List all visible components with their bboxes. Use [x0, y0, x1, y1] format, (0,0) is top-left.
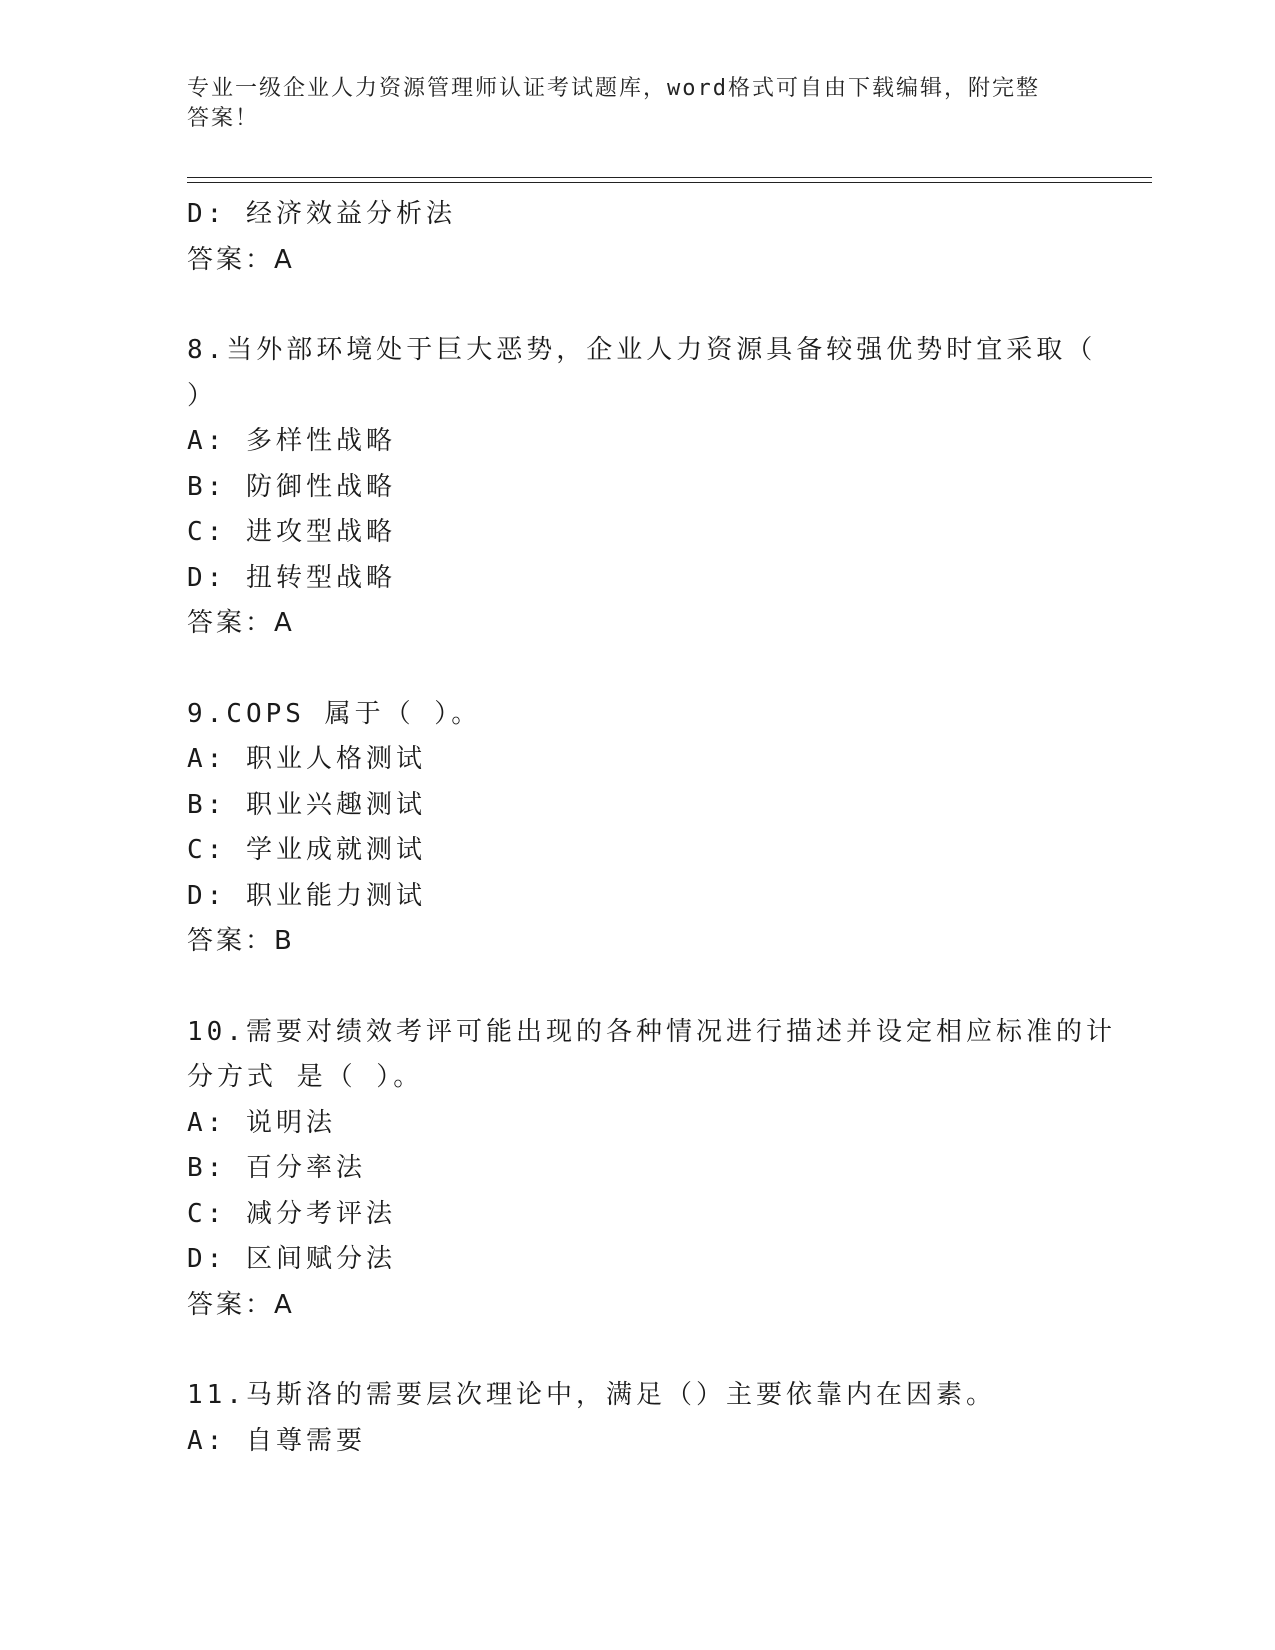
- question-8-option-d: D: 扭转型战略: [187, 562, 396, 593]
- question-9-option-d: D: 职业能力测试: [187, 880, 426, 911]
- prev-option-d: D: 经济效益分析法: [187, 199, 456, 229]
- question-8-text-line-1: 8.当外部环境处于巨大恶势，企业人力资源具备较强优势时宜采取（: [187, 335, 1097, 365]
- question-8-text-line-2: ）: [187, 380, 218, 411]
- header-divider-top: [187, 177, 1152, 178]
- question-10-option-c: C: 减分考评法: [187, 1198, 396, 1229]
- question-9-option-a: A: 职业人格测试: [187, 744, 426, 774]
- question-10-text-line-2: 分方式 是（ ）。: [187, 1062, 424, 1092]
- spacer: [187, 647, 1087, 692]
- question-10-text-line-1: 10.需要对绩效考评可能出现的各种情况进行描述并设定相应标准的计: [187, 1016, 1116, 1047]
- question-10-option-b: B: 百分率法: [187, 1153, 366, 1183]
- prev-answer: 答案：A: [187, 244, 295, 275]
- header-line-1: 专业一级企业人力资源管理师认证考试题库，word格式可自由下载编辑，附完整: [187, 76, 1040, 101]
- question-10: [187, 1010, 1116, 1329]
- question-10-answer: 答案：A: [187, 1289, 295, 1320]
- question-8-answer: 答案：A: [187, 608, 295, 638]
- question-11-text: 11.马斯洛的需要层次理论中，满足（）主要依靠内在因素。: [187, 1380, 996, 1410]
- question-10-option-a: A: 说明法: [187, 1107, 336, 1138]
- header-line-2: 答案！: [187, 106, 260, 131]
- page-header: [187, 74, 1087, 134]
- question-10-option-d: D: 区间赋分法: [187, 1244, 396, 1274]
- question-11: [187, 1373, 1087, 1464]
- question-8-option-c: C: 进攻型战略: [187, 517, 396, 547]
- question-8-option-b: B: 防御性战略: [187, 471, 396, 502]
- header-divider-bottom: [187, 182, 1152, 183]
- spacer: [187, 965, 1087, 1010]
- question-9: [187, 692, 1087, 965]
- question-9-text: 9.COPS 属于（ ）。: [187, 698, 482, 729]
- question-8-option-a: A: 多样性战略: [187, 426, 396, 456]
- question-8: [187, 328, 1097, 647]
- question-list: [187, 192, 1116, 1464]
- question-9-option-b: B: 职业兴趣测试: [187, 789, 426, 820]
- question-11-option-a: A: 自尊需要: [187, 1425, 366, 1456]
- question-9-option-c: C: 学业成就测试: [187, 835, 426, 865]
- question-9-answer: 答案：B: [187, 926, 295, 956]
- spacer: [187, 1328, 1087, 1373]
- spacer: [187, 283, 1087, 328]
